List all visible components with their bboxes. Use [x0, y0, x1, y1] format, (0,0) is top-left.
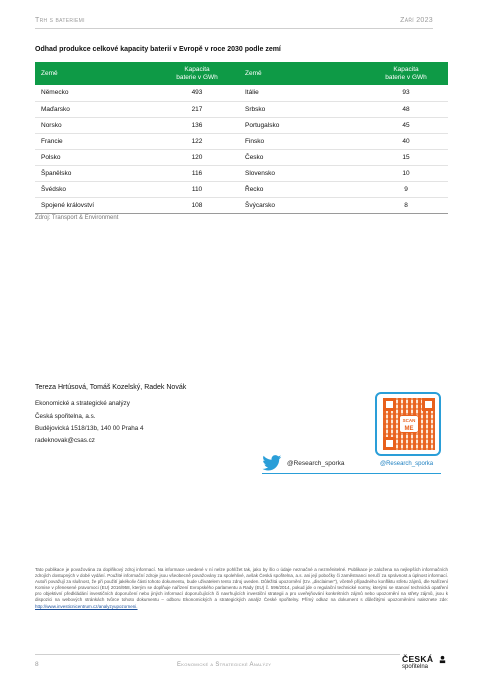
qr-finder-icon [383, 398, 396, 411]
cell-country: Spojené království [35, 197, 155, 213]
col-capacity-header: Kapacita baterie v GWh [155, 62, 239, 85]
cell-country: Polsko [35, 149, 155, 165]
table-row [35, 165, 448, 181]
cell-capacity-2: 10 [364, 165, 448, 181]
page-number: 8 [35, 661, 39, 668]
table-row [35, 117, 448, 133]
footer-title: Ekonomické a Strategické Analýzy [177, 662, 272, 668]
cell-capacity: 217 [155, 101, 239, 117]
cell-capacity: 122 [155, 133, 239, 149]
cell-country-2: Švýcarsko [239, 197, 364, 213]
col-country-header: Země [35, 62, 155, 85]
cell-country-2: Srbsko [239, 101, 364, 117]
table-row [35, 149, 448, 165]
qr-pattern [383, 398, 435, 450]
ceska-sporitelna-logo: ČESKÁ spořitelna [402, 654, 450, 676]
col-country-header-2: Země [239, 62, 364, 85]
table-row [35, 85, 448, 101]
header-divider [35, 28, 433, 29]
table-row [35, 181, 448, 197]
twitter-handle-link[interactable]: @Research_sporka [380, 461, 434, 467]
table-row [35, 133, 448, 149]
cell-capacity: 120 [155, 149, 239, 165]
cell-country-2: Portugalsko [239, 117, 364, 133]
col-capacity-header-2: Kapacita baterie v GWh [364, 62, 448, 85]
scan-me-badge: SCAN ME [399, 415, 419, 433]
capacity-table [35, 62, 448, 214]
cell-country-2: Řecko [239, 181, 364, 197]
cell-capacity-2: 48 [364, 101, 448, 117]
cell-capacity-2: 9 [364, 181, 448, 197]
cell-country: Francie [35, 133, 155, 149]
qr-code[interactable] [375, 392, 441, 456]
cell-capacity: 110 [155, 181, 239, 197]
cell-country-2: Slovensko [239, 165, 364, 181]
table-header-row [35, 62, 448, 85]
cell-capacity-2: 8 [364, 197, 448, 213]
cell-capacity: 136 [155, 117, 239, 133]
cell-country-2: Itálie [239, 85, 364, 101]
cell-capacity: 116 [155, 165, 239, 181]
authors: Tereza Hrtúsová, Tomáš Kozelský, Radek Novák [35, 384, 187, 391]
cell-capacity: 108 [155, 197, 239, 213]
disclaimer-link[interactable]: http://www.investicnicentrum.cz/analyzyupozorneni. [35, 603, 138, 609]
qr-finder-icon [422, 398, 435, 411]
qr-finder-icon [383, 437, 396, 450]
cell-country: Španělsko [35, 165, 155, 181]
company-name: Česká spořitelna, a.s. [35, 413, 96, 420]
cell-country: Norsko [35, 117, 155, 133]
cell-country: Maďarsko [35, 101, 155, 117]
cell-country: Švédsko [35, 181, 155, 197]
department: Ekonomické a strategické analýzy [35, 400, 130, 407]
logo-mark-icon [438, 655, 447, 664]
twitter-handle[interactable]: @Research_sporka [287, 460, 345, 467]
cell-capacity-2: 40 [364, 133, 448, 149]
twitter-divider [262, 473, 441, 474]
cell-capacity-2: 15 [364, 149, 448, 165]
table-row [35, 101, 448, 117]
email-link[interactable]: radeknovak@csas.cz [35, 437, 95, 444]
table-row [35, 197, 448, 213]
header-title: Trh s bateriemi [35, 17, 85, 24]
cell-country-2: Česko [239, 149, 364, 165]
cell-capacity: 493 [155, 85, 239, 101]
header-date: Září 2023 [400, 17, 433, 24]
cell-country-2: Finsko [239, 133, 364, 149]
twitter-bird-icon[interactable] [262, 455, 282, 471]
cell-capacity-2: 93 [364, 85, 448, 101]
disclaimer: Tato publikace je považována za doplňkový zdroj informací. Na informace uvedené v ní nelze pohlížet tak, jako by šlo o údaje neznačné a nezměnitelné. Publikace je založena na nejlepších informačních zdrojích dostupných v dobé vydání. Použité informační zdroje jsou všeobecně považovány za spolehlivé, avšak Česká spořitelna, a.s. ani její pobočky či zaměstnanci neručí za správnost a úplnost informací. Autoři považují za slušnost, že při použití jakékoliv části tohoto dokumentu, bude uživatelem tento zdroj uveden. Důležitá upozornění (tzv. „disclaimer"), včetně případného konfliktu střetu zájmů, dle Nařízení Komise v přenesené pravomoci (EU) 2016/958, kterým se doplňuje nařízení Evropského parlamentu a Rady (EU) č. 596/2014, pokud jde o regulační technické normy, kterými se stanoví technická opatření pro objektivní předkládání investičních doporučení nebo jiných informací doporučujících či navrhujících investiční strategii a pro uveřejňování konkrétních zájmů nebo upozornění na střety zájmů, jsou k dispozici na webových stránkách tvůrce tohoto dokumentu – odboru Ekonomických a strategických analýz České spořitelny. Přímý odkaz na dokument s důležitými upozorněními naleznete zde: http://www.investicnicentrum.cz/analyzyupozorneni. [35, 567, 448, 609]
footer-divider [35, 654, 400, 655]
table-source: Zdroj: Transport & Environment [35, 215, 119, 221]
table-title: Odhad produkce celkové kapacity baterií v Evropě v roce 2030 podle zemí [35, 46, 281, 53]
cell-country: Německo [35, 85, 155, 101]
cell-capacity-2: 45 [364, 117, 448, 133]
address: Budějovická 1518/13b, 140 00 Praha 4 [35, 425, 144, 432]
